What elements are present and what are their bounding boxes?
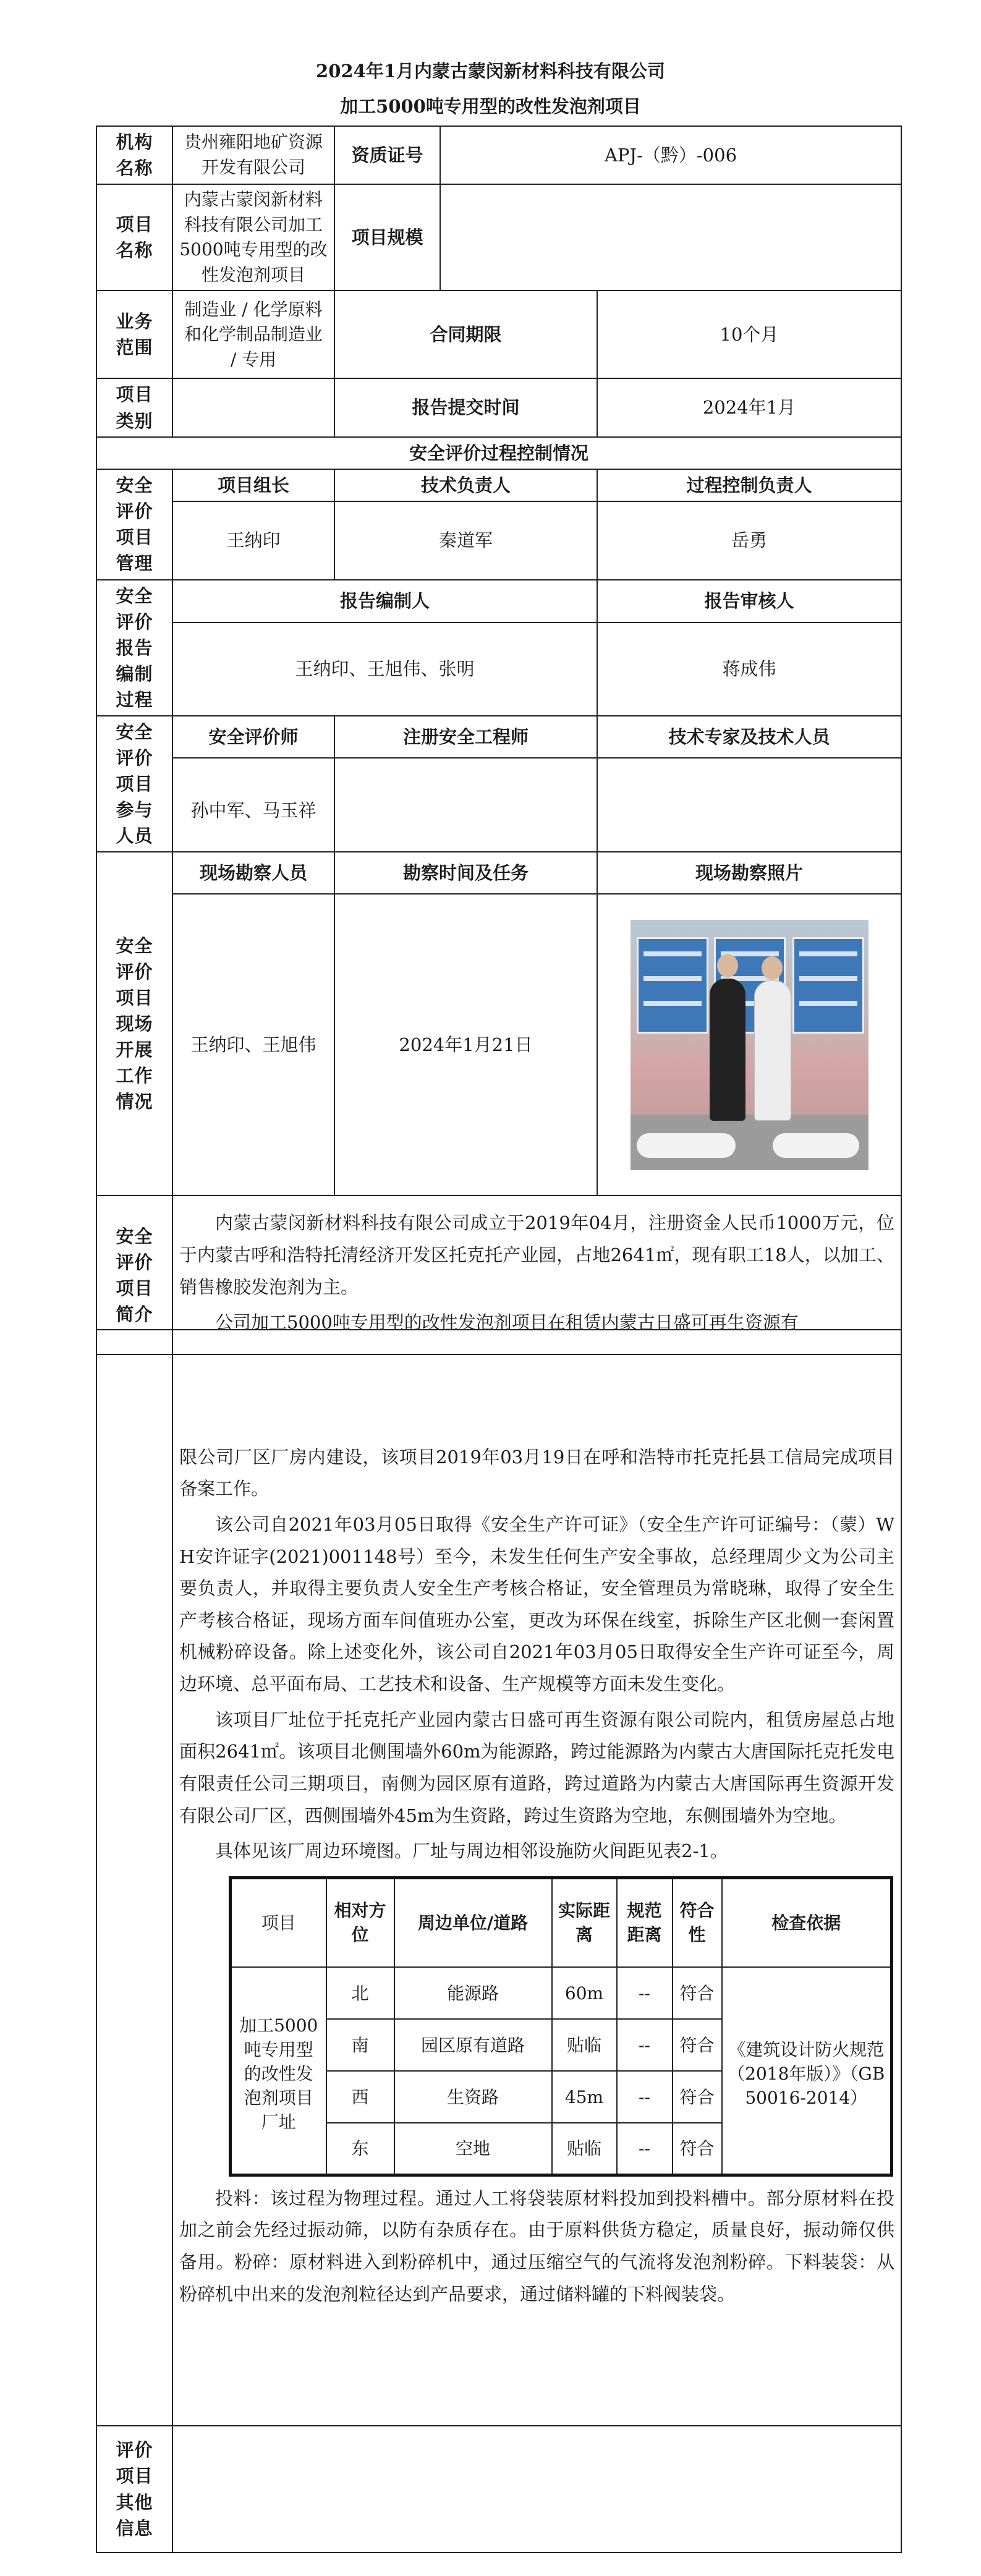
intro-paragraph-3: 该公司自2021年03月05日取得《安全生产许可证》（安全生产许可证编号：（蒙）WH安许证字(2021)001148号）至今，未发生任何生产安全事故，总经理周少文为公司主要负责人，并取得主要负责人安全生产考核合格证，安全管理员为常晓琳，取得了安全生产考核合格证，现场方面车间值班办公室，更改为环保在线室，拆除生产区北侧一套闲置机械粉碎设备。除上述变化外，该公司自2021年03月05日取得安全生产许可证至今，周边环境、总平面布局、工艺技术和设备、生产规模等方面未发生变化。	[179, 1514, 894, 1695]
writer-value: 王纳印、王旭伟、张明	[172, 623, 597, 716]
surveyor-header: 现场勘察人员	[172, 852, 334, 894]
td-actual-north: 60m	[552, 1967, 617, 2019]
compile-label: 安全 评价 报告 编制 过程	[96, 580, 172, 716]
staff-label: 安全 评价 项目 参与 人员	[96, 716, 172, 852]
evaluator-header: 安全评价师	[172, 716, 334, 758]
td-direction-north: 北	[326, 1967, 394, 2019]
td-unit-east: 空地	[394, 2123, 552, 2175]
td-direction-west: 西	[326, 2071, 394, 2123]
td-standard-south: --	[617, 2019, 673, 2071]
td-conform-west: 符合	[673, 2071, 722, 2123]
intro-content-continued	[172, 1330, 901, 2426]
td-unit-north: 能源路	[394, 1967, 552, 2019]
th-basis: 检查依据	[722, 1877, 892, 1967]
th-project: 项目	[231, 1877, 326, 1967]
report-intro-continued-table	[96, 1329, 902, 2553]
td-unit-south: 园区原有道路	[394, 2019, 552, 2071]
intro-paragraph-2-start: 公司加工5000吨专用型的改性发泡剂项目在租赁内蒙古日盛可再生资源有	[215, 1312, 799, 1333]
project-label: 项目 名称	[96, 184, 172, 291]
intro-paragraph-5: 具体见该厂周边环境图。厂址与周边相邻设施防火间距见表2-1。	[215, 1840, 728, 1862]
process-section-title: 安全评价过程控制情况	[96, 437, 901, 469]
td-unit-west: 生资路	[394, 2071, 552, 2123]
tech-value: 秦道军	[334, 501, 597, 580]
submit-label: 报告提交时间	[334, 378, 597, 436]
cert-value: APJ-（黔）-006	[440, 126, 901, 184]
survey-time-header: 勘察时间及任务	[334, 852, 597, 894]
site-survey-photo	[631, 920, 868, 1170]
tech-header: 技术负责人	[334, 469, 597, 501]
evaluator-value: 孙中军、马玉祥	[172, 758, 334, 852]
type-value	[172, 378, 334, 436]
td-standard-north: --	[617, 1967, 673, 2019]
td-conform-north: 符合	[673, 1967, 722, 2019]
photo-header: 现场勘察照片	[597, 852, 901, 894]
th-unit: 周边单位/道路	[394, 1877, 552, 1967]
period-value: 10个月	[597, 291, 901, 378]
td-actual-south: 贴临	[552, 2019, 617, 2071]
control-header: 过程控制负责人	[597, 469, 901, 501]
submit-value: 2024年1月	[597, 378, 901, 436]
intro-paragraph-4: 该项目厂址位于托克托产业园内蒙古日盛可再生资源有限公司院内，租赁房屋总占地面积2641㎡。该项目北侧围墙外60m为能源路，跨过能源路为内蒙古大唐国际托克托发电有限责任公司三期项目，南侧为园区原有道路，跨过道路为内蒙古大唐国际再生资源开发有限公司厂区，西侧围墙外45m为生资路，跨过生资路为空地，东侧围墙外为空地。	[179, 1709, 894, 1826]
td-standard-west: --	[617, 2071, 673, 2123]
td-actual-west: 45m	[552, 2071, 617, 2123]
td-conform-east: 符合	[673, 2123, 722, 2175]
intro-paragraph-6: 投料：该过程为物理过程。通过人工将袋装原材料投加到投料槽中。部分原材料在投加之前会先经过振动筛，以防有杂质存在。由于原料供货方稳定，质量良好，振动筛仅供备用。粉碎：原材料进入到粉碎机中，通过压缩空气的气流将发泡剂粉碎。下料装袋：从粉碎机中出来的发泡剂粒径达到产品要求，通过储料罐的下料阀装袋。	[179, 2187, 894, 2305]
org-label: 机构 名称	[96, 126, 172, 184]
photo-cell	[597, 894, 901, 1196]
td-project: 加工5000吨专用型的改性发泡剂项目厂址	[231, 1967, 326, 2175]
document-subtitle: 加工5000吨专用型的改性发泡剂项目	[340, 96, 641, 117]
leader-header: 项目组长	[172, 469, 334, 501]
reviewer-header: 报告审核人	[597, 580, 901, 623]
site-label: 安全 评价 项目 现场 开展 工作 情况	[96, 852, 172, 1196]
business-label: 业务 范围	[96, 291, 172, 378]
cert-label: 资质证号	[334, 126, 440, 184]
surveyor-value: 王纳印、王旭伟	[172, 894, 334, 1196]
org-value: 贵州雍阳地矿资源开发有限公司	[172, 126, 334, 184]
engineer-value	[334, 758, 597, 852]
other-info-value	[172, 2426, 901, 2553]
project-value: 内蒙古蒙闵新材料科技有限公司加工5000吨专用型的改性发泡剂项目	[172, 184, 334, 291]
engineer-header: 注册安全工程师	[334, 716, 597, 758]
intro-label: 安全 评价 项目 简介	[96, 1196, 172, 1354]
th-direction: 相对方位	[326, 1877, 394, 1967]
td-basis: 《建筑设计防火规范（2018年版）》（GB50016-2014）	[722, 1967, 892, 2175]
td-direction-east: 东	[326, 2123, 394, 2175]
mgmt-label: 安全 评价 项目 管理	[96, 469, 172, 580]
expert-header: 技术专家及技术人员	[597, 716, 901, 758]
reviewer-value: 蒋成伟	[597, 623, 901, 716]
leader-value: 王纳印	[172, 501, 334, 580]
td-actual-east: 贴临	[552, 2123, 617, 2175]
scale-label: 项目规模	[334, 184, 440, 291]
expert-value	[597, 758, 901, 852]
intro-paragraph-1: 内蒙古蒙闵新材料科技有限公司成立于2019年04月，注册资金人民币1000万元，位于内蒙古呼和浩特托清经济开发区托克托产业园，占地2641㎡，现有职工18人，以加工、销售橡胶发泡剂为主。	[179, 1212, 894, 1298]
th-standard: 规范距离	[617, 1877, 673, 1967]
survey-time-value: 2024年1月21日	[334, 894, 597, 1196]
writer-header: 报告编制人	[172, 580, 597, 623]
td-standard-east: --	[617, 2123, 673, 2175]
other-info-label: 评价 项目 其他 信息	[96, 2426, 172, 2553]
period-label: 合同期限	[334, 291, 597, 378]
intro-label-continued	[96, 1330, 172, 2426]
business-value: 制造业 / 化学原料和化学制品制造业 / 专用	[172, 291, 334, 378]
fire-distance-table	[229, 1876, 893, 2177]
td-direction-south: 南	[326, 2019, 394, 2071]
th-conform: 符合性	[673, 1877, 722, 1967]
report-info-table	[96, 125, 902, 1355]
th-actual: 实际距离	[552, 1877, 617, 1967]
scale-value	[440, 184, 901, 291]
intro-paragraph-2-cont: 限公司厂区厂房内建设，该项目2019年03月19日在呼和浩特市托克托县工信局完成项目备案工作。	[179, 1446, 894, 1500]
control-value: 岳勇	[597, 501, 901, 580]
td-conform-south: 符合	[673, 2019, 722, 2071]
document-title: 2024年1月内蒙古蒙闵新材料科技有限公司	[316, 61, 665, 82]
type-label: 项目 类别	[96, 378, 172, 436]
